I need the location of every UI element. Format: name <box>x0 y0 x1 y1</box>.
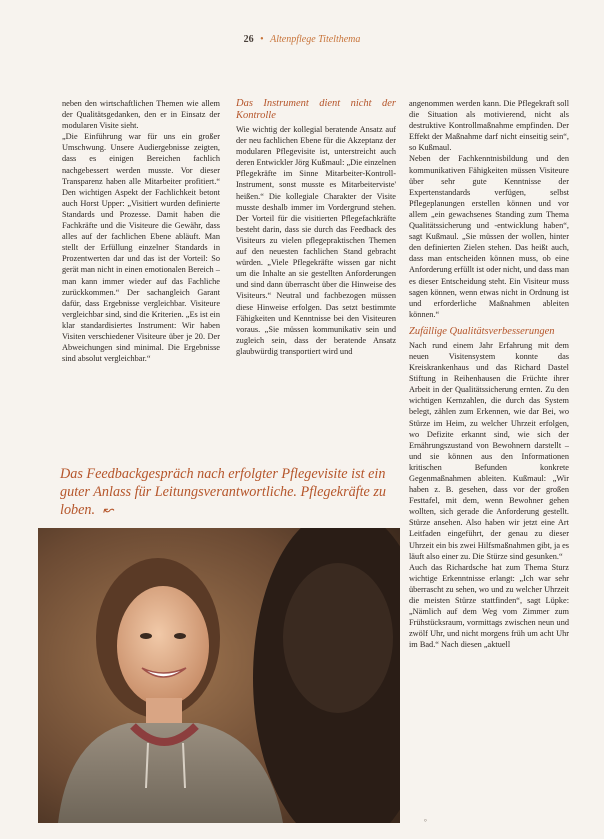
body-paragraph: Auch das Richardsche hat zum Thema Sturz wichtige Erkenntnisse erlangt: „Ich war sehr überrascht zu sehen, wo und zu welcher Uhrzeit die meisten Stürze stattfinden“, sagt Lüpke: „Nämlich auf dem Weg vom Zimmer zum Frühstücksraum, vormittags zwischen neun und zwölf Uhr, und nicht morgens früh um acht Uhr im Bad.“ Nach diesen „aktuell <box>409 562 569 650</box>
section-subhead: Das Instrument dient nicht der Kontrolle <box>236 98 396 121</box>
body-paragraph: angenommen werden kann. Die Pflegekraft soll die Situation als motivierend, nicht als destruktive Kontrollmaßnahme empfinden. Der Effekt der Maßnahme darf nicht einseitig sein“, so Kußmaul. <box>409 99 569 153</box>
photo-illustration <box>38 528 400 823</box>
text-column-1 <box>62 98 220 440</box>
text-column-2 <box>236 98 396 440</box>
footer-mark: ° <box>424 818 427 826</box>
pull-quote-text: Das Feedbackgespräch nach erfolgter Pflegevisite ist ein guter Anlass für Leitungsverantwortliche. Pflegekräfte zu loben. <box>60 466 387 518</box>
body-paragraph: Nach rund einem Jahr Erfahrung mit dem neuen Visitensystem konnte das Kreiskrankenhaus und das Richard Dastel Stiftung in Reihenhausen die Früchte ihrer Arbeit in der Qualitätssicherung ernten. Zu den wichtigen Kernzahlen, die durch das System belegt, zählen zum Erkennen, wie dar Bei, wo Stürze im Heim, zu welcher Uhrzeit erfolgen, wo Defizite erkannt sind, wie sich der Ernährungszustand von Bewohnern darstellt – und sie können aus den Informationen kritischen Befunden konkrete Gegenmaßnahmen ableiten. Kußmaul: „Wir haben z. B. gesehen, dass vor der großen Festtafel, mit dem, wenn Bewohner gehen wollten, sich gerade die Anforderung gestellt. Stürze ansehen. Also haben wir jetzt eine Art Leitfaden eingeführt, der genau zu dieser Uhrzeit ein bis zwei Hilfsmaßnahmen gibt, ja es läuft also einer zu. Die Stürze sind gesunken.“ <box>409 340 569 561</box>
body-paragraph: Wie wichtig der kollegial beratende Ansatz auf der neu fachlichen Ebene für die Akzeptanz der modularen Pflegevisite ist, unterstreicht auch deren Entwickler Jörg Kußmaul: „Die einzelnen Pflegekräfte im Sinne Mitarbeiter-Kontroll-Instrument, sonst musste es Mitarbeiterviste' heißen.“ Die kollegiale Charakter der Visite musste deshalb immer im Vordergrund stehen. Der Vorteil für die visitierten Pflegefachkräfte besteht darin, dass sie durch das Feedback des Visiteurs zu vielen pflegepraktischen Themen auf den neuesten fachlichen Stand gebracht würden. „Viele Pflegekräfte wissen gar nicht um die Inhalte an sie gestellten Anforderungen und sind dann überrascht über die Hinweise des Visiteurs.“ Neutral und fachbezogen müssen diese Hinweise erfolgen. Das setzt bestimmte Fähigkeiten und Kenntnisse bei den Visiteuren voraus. „Sie müssen kommunikativ sein und zugleich sein, dass der beratende Ansatz glaubwürdig transportiert wird und <box>236 125 396 356</box>
page-number: 26 <box>243 34 254 45</box>
body-paragraph: Neben der Fachkenntnisbildung und den kommunikativen Fähigkeiten müssen Visiteure über sehr gute Kenntnisse der Expertenstandards verfügen, selbst Pflegeplanungen erstellen können und vor allem „ein gewachsenes Standing zum Thema Qualitätssicherung und -entwicklung haben“, sagt Kußmaul. „Sie müssen der wollen, hinter den definierten Zielen stehen. Das heißt auch, dass man entscheiden können muss, ob eine Anforderung erfüllt ist oder nicht, und dass man es dieser Entscheidung steht. Ein Visiteur muss sagen können, wenn etwas nicht in Ordnung ist und erforderliche Maßnahmen ableiten können.“ <box>409 154 569 319</box>
running-header <box>0 34 604 48</box>
woman-smiling-photo <box>38 528 400 823</box>
ornament-icon: ↜ <box>102 502 114 517</box>
pull-quote <box>60 465 400 519</box>
magazine-title: Altenpflege Titelthema <box>270 34 361 45</box>
body-paragraph: „Die Einführung war für uns ein großer Umschwung. Unsere Audiergebnisse zeigten, dass es einigen Bereichen fachlich nachgebessert werden musste. Vor dieser Transparenz haben alle Mitarbeiter profitiert.“ Den wichtigen Aspekt der Fachlichkeit betont auch Horst Upper: „Visitiert wurden definierte Standards und Prozesse. Damit haben die Fachkräfte und die Visiteure die Gewähr, dass alles auf der fachlichen Ebene abläuft. Man stellt der Erfüllung einzelner Standards in Prozentwerten dar und das ist der Vorteil: So gerät man nicht in einen emotionalen Bereich – man kann immer wieder auf das Fachliche zurückkommen.“ Der sachangleich Garant dafür, dass Ergebnisse vergleichbar. Visiteure vergleichbar sind, sind die Kriterien. „Es ist ein klar standardisiertes Instrument: Wir haben Visiten verschiedener Visiteure über je 20. Der Abweichungen sind minimal. Die Ergebnisse sind absolut vergleichbar.“ <box>62 132 220 364</box>
section-subhead: Zufällige Qualitätsverbesserungen <box>409 325 555 337</box>
header-separator: • <box>260 34 264 45</box>
body-paragraph: neben den wirtschaftlichen Themen wie allem der Qualitätsgedanken, den er in Einsatz der modularen Visite sieht. <box>62 99 220 131</box>
text-column-3 <box>409 98 569 833</box>
